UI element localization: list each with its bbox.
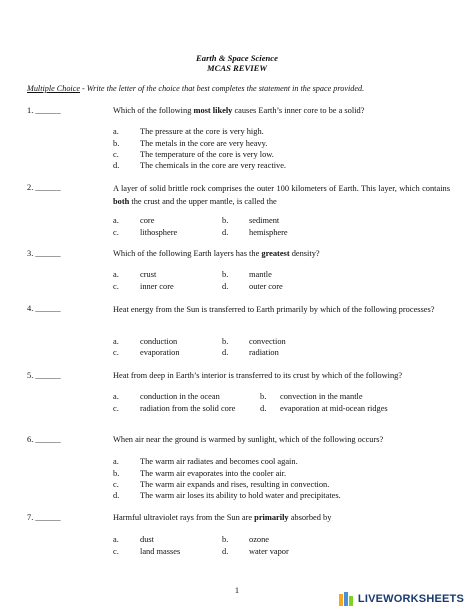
- option-text: crust: [140, 270, 157, 279]
- option-letter: d.: [222, 348, 229, 357]
- option-letter: b.: [222, 535, 229, 544]
- option-letter: b.: [113, 139, 120, 148]
- option-text: ozone: [249, 535, 269, 544]
- option-letter: b.: [222, 337, 229, 346]
- option-text: dust: [140, 535, 154, 544]
- option-letter: a.: [113, 216, 119, 225]
- option-text: hemisphere: [249, 228, 288, 237]
- question-3-number: 3. ______: [27, 249, 61, 258]
- question-3-text: Which of the following Earth layers has the greatest density?: [113, 249, 320, 258]
- instructions: [27, 84, 364, 93]
- option-letter: b.: [222, 270, 229, 279]
- question-1-number: 1. ______: [27, 106, 61, 115]
- option-text: radiation from the solid core: [140, 404, 236, 413]
- option-text: conduction: [140, 337, 178, 346]
- option-letter: d.: [260, 404, 267, 413]
- option-text: outer core: [249, 282, 283, 291]
- option-letter: d.: [222, 282, 229, 291]
- option-text: sediment: [249, 216, 280, 225]
- option-text: The warm air radiates and becomes cool again.: [140, 457, 298, 466]
- document-title: Earth & Space Science: [196, 53, 278, 63]
- question-6-number: 6. ______: [27, 435, 61, 444]
- option-letter: d.: [113, 491, 120, 500]
- question-4-text: Heat energy from the Sun is transferred to Earth primarily by which of the following processes?: [113, 305, 435, 314]
- question-4-number: 4. ______: [27, 304, 61, 313]
- instructions-text: - Write the letter of the choice that best completes the statement in the space provided.: [79, 84, 365, 93]
- option-text: The warm air loses its ability to hold water and precipitates.: [140, 491, 341, 500]
- option-text: inner core: [140, 282, 174, 291]
- option-text: The metals in the core are very heavy.: [140, 139, 268, 148]
- option-text: The warm air expands and rises, resulting in convection.: [140, 480, 330, 489]
- option-letter: c.: [113, 150, 119, 159]
- answer-blank[interactable]: ______: [35, 435, 61, 444]
- question-7-number: 7. ______: [27, 513, 61, 522]
- option-text: The chemicals in the core are very reactive.: [140, 161, 287, 170]
- answer-blank[interactable]: ______: [35, 304, 61, 313]
- option-text: evaporation: [140, 348, 180, 357]
- answer-blank[interactable]: ______: [35, 183, 61, 192]
- answer-blank[interactable]: ______: [35, 513, 61, 522]
- document-subtitle: MCAS REVIEW: [207, 63, 267, 73]
- option-letter: c.: [113, 404, 119, 413]
- option-letter: a.: [113, 337, 119, 346]
- option-letter: d.: [222, 547, 229, 556]
- option-letter: b.: [260, 392, 267, 401]
- option-text: convection: [249, 337, 286, 346]
- question-6-text: When air near the ground is warmed by sunlight, which of the following occurs?: [113, 435, 384, 444]
- option-text: convection in the mantle: [280, 392, 363, 401]
- option-letter: b.: [222, 216, 229, 225]
- option-text: land masses: [140, 547, 181, 556]
- option-letter: a.: [113, 457, 119, 466]
- option-text: water vapor: [249, 547, 289, 556]
- liveworksheets-watermark: [339, 591, 464, 607]
- option-letter: a.: [113, 392, 119, 401]
- option-text: The warm air evaporates into the cooler air.: [140, 469, 287, 478]
- option-text: core: [140, 216, 155, 225]
- answer-blank[interactable]: ______: [35, 106, 61, 115]
- option-letter: c.: [113, 348, 119, 357]
- question-5-text: Heat from deep in Earth’s interior is transferred to its crust by which of the following?: [113, 371, 403, 380]
- page-number: 1: [234, 586, 240, 595]
- option-text: lithosphere: [140, 228, 178, 237]
- question-1-text: Which of the following most likely causes Earth’s inner core to be a solid?: [113, 106, 365, 115]
- option-text: mantle: [249, 270, 272, 279]
- instructions-label: Multiple Choice: [27, 84, 80, 93]
- option-letter: d.: [113, 161, 120, 170]
- option-letter: a.: [113, 535, 119, 544]
- option-letter: c.: [113, 228, 119, 237]
- option-text: conduction in the ocean: [140, 392, 220, 401]
- option-letter: b.: [113, 469, 120, 478]
- question-2-number: 2. ______: [27, 183, 61, 192]
- question-7-text: Harmful ultraviolet rays from the Sun are primarily absorbed by: [113, 513, 332, 522]
- answer-blank[interactable]: ______: [35, 249, 61, 258]
- option-text: The pressure at the core is very high.: [140, 127, 264, 136]
- answer-blank[interactable]: ______: [35, 371, 61, 380]
- question-5-number: 5. ______: [27, 371, 61, 380]
- option-text: evaporation at mid-ocean ridges: [280, 404, 388, 413]
- option-letter: c.: [113, 547, 119, 556]
- liveworksheets-logo-icon: [339, 592, 355, 606]
- question-2-text: A layer of solid brittle rock comprises the outer 100 kilometers of Earth. This layer, which contains both the crust and the upper mantle, is called the: [113, 184, 450, 206]
- option-letter: c.: [113, 282, 119, 291]
- option-letter: d.: [222, 228, 229, 237]
- option-letter: a.: [113, 270, 119, 279]
- option-letter: c.: [113, 480, 119, 489]
- option-text: The temperature of the core is very low.: [140, 150, 274, 159]
- option-text: radiation: [249, 348, 279, 357]
- watermark-text: LIVEWORKSHEETS: [357, 593, 464, 605]
- option-letter: a.: [113, 127, 119, 136]
